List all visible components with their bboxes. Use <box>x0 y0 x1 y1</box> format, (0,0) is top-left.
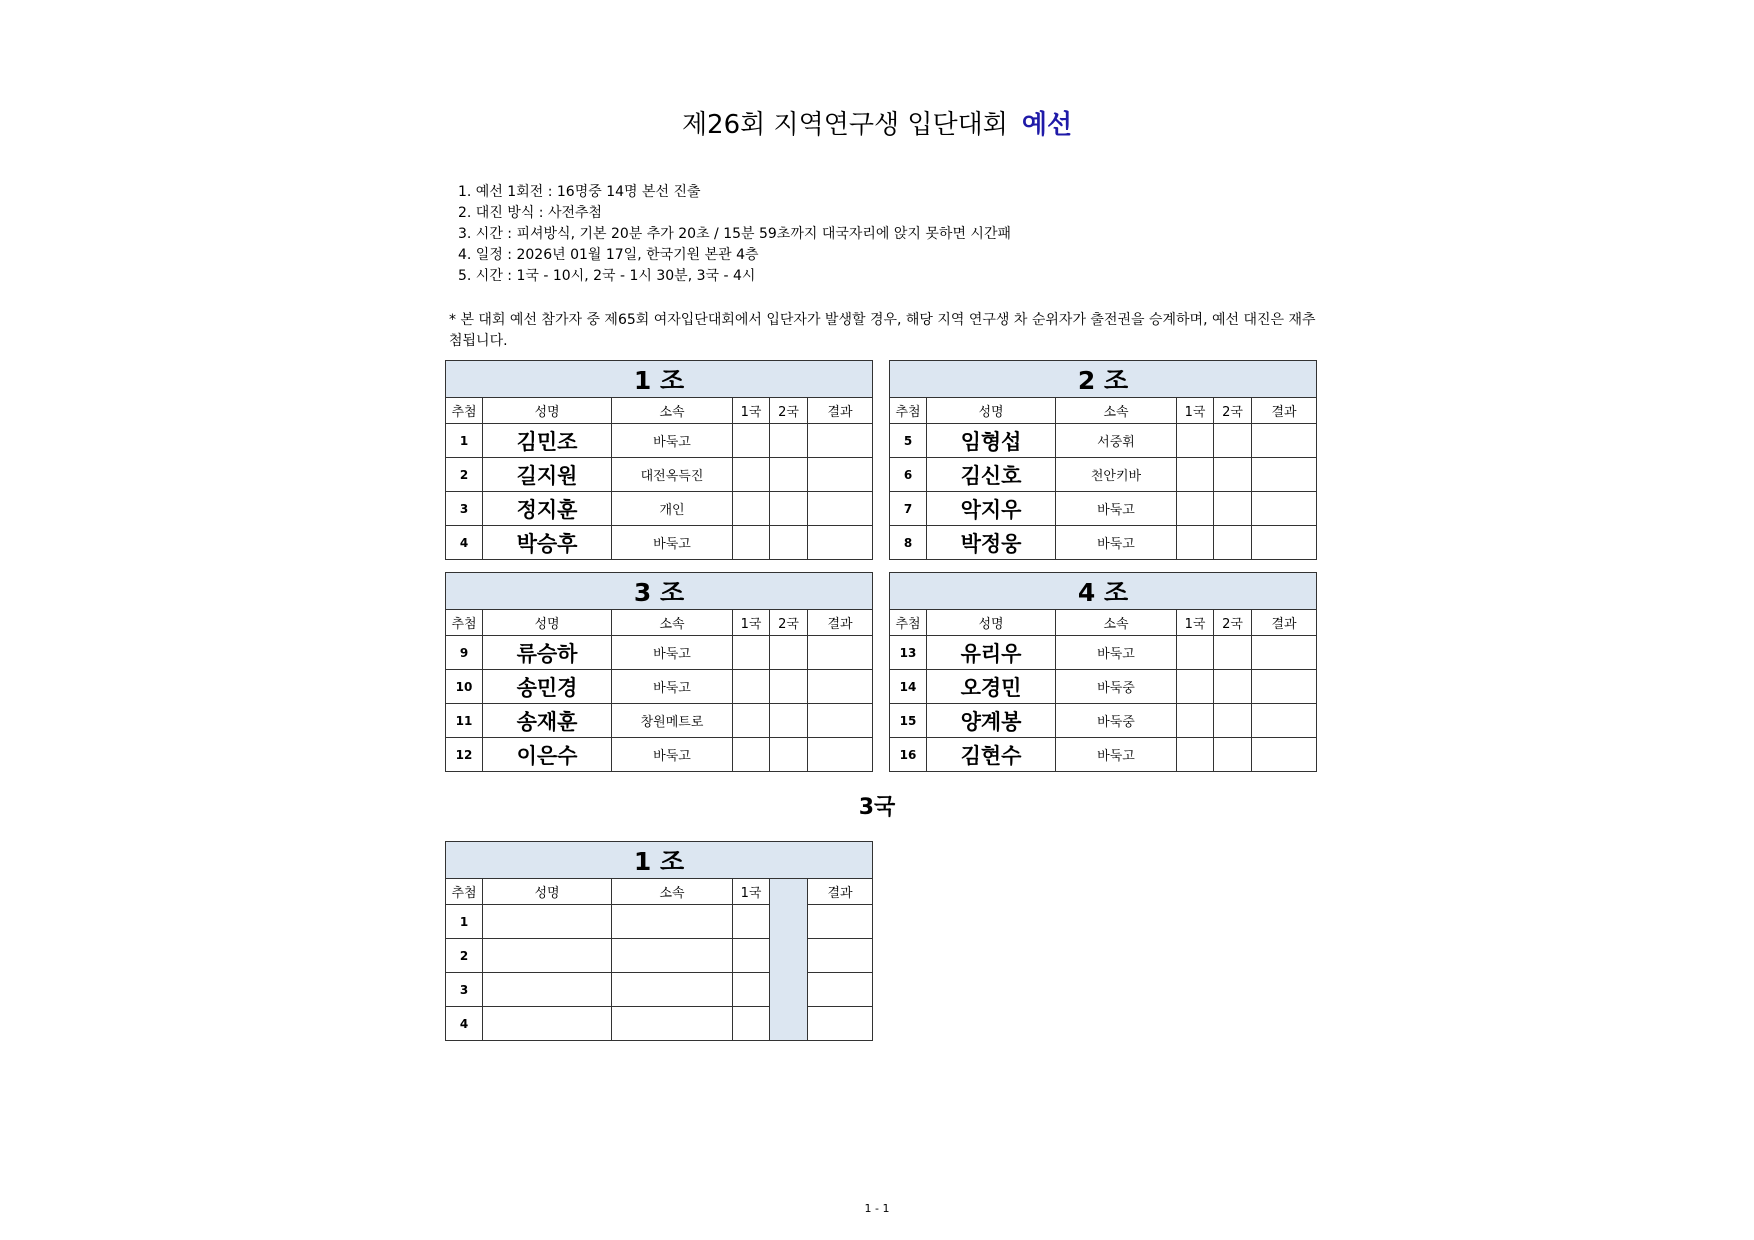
player-row <box>446 738 873 772</box>
result-cell <box>1252 636 1317 670</box>
player-affiliation-cell <box>612 905 733 939</box>
player-row <box>446 526 873 560</box>
col-name: 성명 <box>483 879 612 905</box>
player-name-cell <box>483 1007 612 1041</box>
player-name-cell <box>483 939 612 973</box>
player-row <box>446 670 873 704</box>
player-name: 오경민 <box>927 670 1056 704</box>
page-title <box>0 104 1754 141</box>
col-result: 결과 <box>808 879 873 905</box>
player-affiliation: 천안키바 <box>1056 458 1177 492</box>
group-table-2 <box>889 360 1317 560</box>
col-round2: 2국 <box>770 398 808 424</box>
player-affiliation: 대전옥득진 <box>612 458 733 492</box>
player-name: 임형섭 <box>927 424 1056 458</box>
player-row <box>890 738 1317 772</box>
player-name: 정지훈 <box>483 492 612 526</box>
player-affiliation: 서중휘 <box>1056 424 1177 458</box>
player-affiliation: 바둑고 <box>1056 636 1177 670</box>
col-affiliation: 소속 <box>612 879 733 905</box>
result-cell <box>808 670 873 704</box>
player-name: 박승후 <box>483 526 612 560</box>
result-cell <box>808 492 873 526</box>
round1-cell <box>1177 636 1214 670</box>
draw-number: 13 <box>890 636 927 670</box>
group-title: 1 조 <box>446 842 873 879</box>
draw-number: 16 <box>890 738 927 772</box>
remark-note: * 본 대회 예선 참가자 중 제65회 여자입단대회에서 입단자가 발생할 경우, 해당 지역 연구생 차 순위자가 출전권을 승계하며, 예선 대진은 재추첨됩니다. <box>449 312 1316 349</box>
player-affiliation: 바둑고 <box>612 670 733 704</box>
player-row <box>446 704 873 738</box>
result-cell <box>1252 670 1317 704</box>
draw-number: 3 <box>446 492 483 526</box>
result-cell <box>808 704 873 738</box>
result-cell <box>808 905 873 939</box>
round3-row <box>446 1007 873 1041</box>
player-row <box>446 636 873 670</box>
draw-number: 14 <box>890 670 927 704</box>
player-name: 송민경 <box>483 670 612 704</box>
rules-list <box>458 182 1011 287</box>
player-affiliation: 바둑중 <box>1056 670 1177 704</box>
group-title: 2 조 <box>890 361 1317 398</box>
round2-cell <box>770 636 808 670</box>
draw-number: 2 <box>446 458 483 492</box>
result-cell <box>808 939 873 973</box>
col-result: 결과 <box>808 398 873 424</box>
result-cell <box>808 458 873 492</box>
round3-row <box>446 905 873 939</box>
round1-cell <box>733 424 770 458</box>
player-affiliation: 창원메트로 <box>612 704 733 738</box>
col-affiliation: 소속 <box>1056 610 1177 636</box>
col-affiliation: 소속 <box>612 398 733 424</box>
draw-number: 11 <box>446 704 483 738</box>
group-title: 3 조 <box>446 573 873 610</box>
col-round1: 1국 <box>733 610 770 636</box>
rule-item: 2. 대진 방식 : 사전추첨 <box>458 205 603 221</box>
round2-cell <box>1214 704 1252 738</box>
col-name: 성명 <box>927 398 1056 424</box>
group-table-3 <box>445 572 873 772</box>
player-affiliation: 바둑고 <box>612 636 733 670</box>
round1-cell <box>733 704 770 738</box>
col-draw: 추첨 <box>890 398 927 424</box>
round2-cell <box>770 492 808 526</box>
col-affiliation: 소속 <box>1056 398 1177 424</box>
round3-row <box>446 973 873 1007</box>
round3-group-table <box>445 841 873 1041</box>
player-row <box>446 424 873 458</box>
col-draw: 추첨 <box>446 879 483 905</box>
round1-cell <box>1177 526 1214 560</box>
player-name: 유리우 <box>927 636 1056 670</box>
round1-cell <box>733 492 770 526</box>
player-affiliation: 바둑고 <box>612 424 733 458</box>
result-cell <box>1252 704 1317 738</box>
round1-cell <box>733 636 770 670</box>
player-name-cell <box>483 973 612 1007</box>
col-draw: 추첨 <box>446 398 483 424</box>
result-cell <box>808 1007 873 1041</box>
draw-number: 12 <box>446 738 483 772</box>
round1-cell <box>733 526 770 560</box>
col-result: 결과 <box>1252 610 1317 636</box>
player-row <box>890 526 1317 560</box>
group-table-4 <box>889 572 1317 772</box>
col-round1: 1국 <box>733 879 770 905</box>
round1-cell <box>733 458 770 492</box>
col-round1: 1국 <box>733 398 770 424</box>
group-title: 4 조 <box>890 573 1317 610</box>
player-row <box>890 458 1317 492</box>
round1-cell <box>1177 458 1214 492</box>
player-affiliation-cell <box>612 939 733 973</box>
result-cell <box>1252 424 1317 458</box>
col-round2: 2국 <box>1214 398 1252 424</box>
round1-cell <box>1177 704 1214 738</box>
player-affiliation: 바둑중 <box>1056 704 1177 738</box>
result-cell <box>808 973 873 1007</box>
round1-cell <box>1177 424 1214 458</box>
draw-number: 1 <box>446 905 483 939</box>
player-affiliation-cell <box>612 1007 733 1041</box>
player-affiliation: 바둑고 <box>612 526 733 560</box>
col-round2: 2국 <box>1214 610 1252 636</box>
draw-number: 15 <box>890 704 927 738</box>
round2-cell <box>1214 458 1252 492</box>
round2-cell <box>1214 526 1252 560</box>
draw-number: 3 <box>446 973 483 1007</box>
player-name: 김현수 <box>927 738 1056 772</box>
player-name: 김민조 <box>483 424 612 458</box>
col-result: 결과 <box>808 610 873 636</box>
shaded-column <box>770 879 808 1041</box>
player-affiliation: 바둑고 <box>1056 526 1177 560</box>
round1-cell <box>1177 738 1214 772</box>
draw-number: 6 <box>890 458 927 492</box>
draw-number: 4 <box>446 526 483 560</box>
result-cell <box>808 424 873 458</box>
round1-cell <box>733 905 770 939</box>
col-round1: 1국 <box>1177 398 1214 424</box>
round2-cell <box>1214 492 1252 526</box>
draw-number: 2 <box>446 939 483 973</box>
result-cell <box>1252 738 1317 772</box>
col-affiliation: 소속 <box>612 610 733 636</box>
draw-number: 10 <box>446 670 483 704</box>
player-name: 이은수 <box>483 738 612 772</box>
result-cell <box>808 738 873 772</box>
rule-item: 5. 시간 : 1국 - 10시, 2국 - 1시 30분, 3국 - 4시 <box>458 268 756 284</box>
col-name: 성명 <box>927 610 1056 636</box>
result-cell <box>808 526 873 560</box>
draw-number: 5 <box>890 424 927 458</box>
result-cell <box>1252 458 1317 492</box>
rule-item: 4. 일정 : 2026년 01월 17일, 한국기원 본관 4층 <box>458 247 759 263</box>
result-cell <box>1252 526 1317 560</box>
round2-cell <box>1214 738 1252 772</box>
round1-cell <box>733 738 770 772</box>
player-name: 류승하 <box>483 636 612 670</box>
player-row <box>446 492 873 526</box>
player-name-cell <box>483 905 612 939</box>
round1-cell <box>1177 670 1214 704</box>
round2-cell <box>770 424 808 458</box>
title-main: 제26회 지역연구생 입단대회 <box>681 110 1008 140</box>
player-name: 양계봉 <box>927 704 1056 738</box>
round1-cell <box>1177 492 1214 526</box>
player-name: 송재훈 <box>483 704 612 738</box>
rule-item: 1. 예선 1회전 : 16명중 14명 본선 진출 <box>458 184 701 200</box>
result-cell <box>1252 492 1317 526</box>
player-affiliation: 바둑고 <box>612 738 733 772</box>
round1-cell <box>733 939 770 973</box>
player-name: 악지우 <box>927 492 1056 526</box>
draw-number: 1 <box>446 424 483 458</box>
col-draw: 추첨 <box>446 610 483 636</box>
round1-cell <box>733 1007 770 1041</box>
round2-cell <box>770 738 808 772</box>
col-result: 결과 <box>1252 398 1317 424</box>
page-number: 1 - 1 <box>864 1202 890 1215</box>
player-affiliation: 바둑고 <box>1056 492 1177 526</box>
round2-cell <box>1214 670 1252 704</box>
player-affiliation: 개인 <box>612 492 733 526</box>
player-row <box>890 670 1317 704</box>
player-name: 박정웅 <box>927 526 1056 560</box>
col-round2: 2국 <box>770 610 808 636</box>
round3-section-title: 3국 <box>858 795 896 820</box>
col-name: 성명 <box>483 398 612 424</box>
col-name: 성명 <box>483 610 612 636</box>
col-round1: 1국 <box>1177 610 1214 636</box>
draw-number: 4 <box>446 1007 483 1041</box>
group-table-1 <box>445 360 873 560</box>
round2-cell <box>770 458 808 492</box>
draw-number: 8 <box>890 526 927 560</box>
title-highlight: 예선 <box>1021 110 1073 140</box>
player-row <box>890 636 1317 670</box>
rule-item: 3. 시간 : 피셔방식, 기본 20분 추가 20초 / 15분 59초까지 대국자리에 앉지 못하면 시간패 <box>458 226 1011 242</box>
player-row <box>446 458 873 492</box>
round2-cell <box>770 670 808 704</box>
col-draw: 추첨 <box>890 610 927 636</box>
round1-cell <box>733 973 770 1007</box>
round2-cell <box>1214 636 1252 670</box>
round2-cell <box>1214 424 1252 458</box>
result-cell <box>808 636 873 670</box>
player-name: 길지원 <box>483 458 612 492</box>
player-row <box>890 704 1317 738</box>
draw-number: 9 <box>446 636 483 670</box>
player-row <box>890 424 1317 458</box>
draw-number: 7 <box>890 492 927 526</box>
player-affiliation: 바둑고 <box>1056 738 1177 772</box>
player-name: 김신호 <box>927 458 1056 492</box>
player-affiliation-cell <box>612 973 733 1007</box>
round3-row <box>446 939 873 973</box>
round1-cell <box>733 670 770 704</box>
group-title: 1 조 <box>446 361 873 398</box>
player-row <box>890 492 1317 526</box>
round2-cell <box>770 526 808 560</box>
round2-cell <box>770 704 808 738</box>
